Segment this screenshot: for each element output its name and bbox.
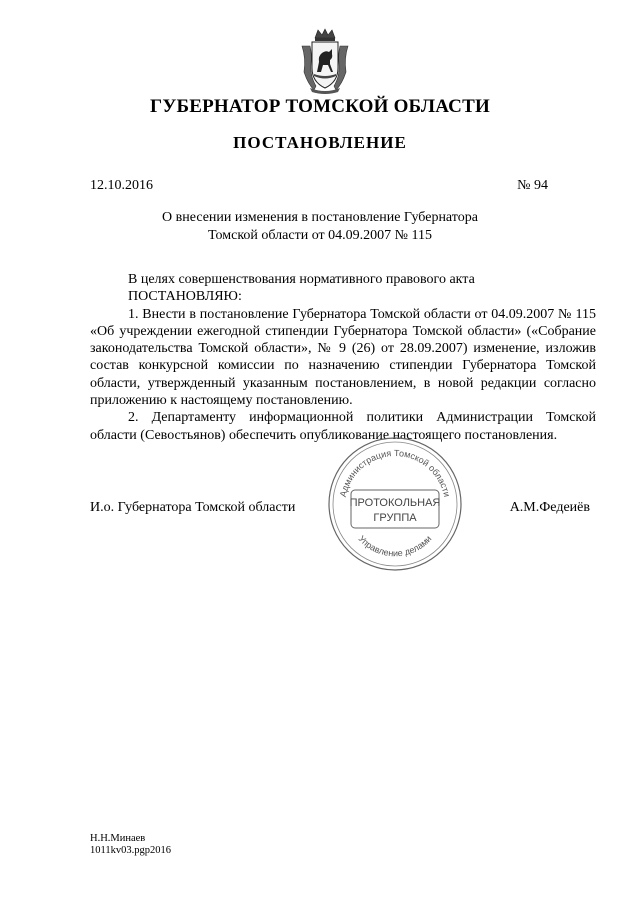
signatory-name: А.М.Федеиёв (509, 500, 590, 515)
issuer-title: ГУБЕРНАТОР ТОМСКОЙ ОБЛАСТИ (150, 96, 490, 117)
seal-center-line-2: ГРУППА (373, 512, 417, 524)
subject-line-2: Томской области от 04.09.2007 № 115 (208, 228, 432, 243)
document-footer (90, 833, 171, 857)
body-intro: В целях совершенствования нормативного правового акта (128, 272, 475, 287)
body-decree: ПОСТАНОВЛЯЮ: (128, 289, 242, 305)
seal-ring-top: Администрация Томской области (337, 447, 453, 498)
seal-center-line-1: ПРОТОКОЛЬНАЯ (349, 497, 441, 509)
body-item-1: 1. Внести в постановление Губернатора Томской области от 04.09.2007 № 115 «Об учреждении ежегодной стипендии Губернатора Томской области» («Собрание законодательства Томской области», № 9 (26) от 28.09.2007) изменение, изложив состав конкурсной комиссии по назначению стипендии Губернатора Томской области, утвержденный указанным постановлением, в новой редакции согласно приложению к настоящему постановлению. (90, 306, 596, 409)
document-body (90, 271, 596, 444)
document-date: 12.10.2016 (90, 178, 153, 193)
body-item-2: 2. Департаменту информационной политики Администрации Томской области (Севостьянов) обеспечить опубликование настоящего постановления. (90, 410, 596, 443)
document-number: № 94 (517, 178, 548, 193)
signatory-position: И.о. Губернатора Томской области (90, 500, 296, 515)
document-type: ПОСТАНОВЛЕНИЕ (233, 133, 407, 152)
footer-author: Н.Н.Минаев (90, 833, 146, 844)
subject-line-1: О внесении изменения в постановление Губернатора (162, 210, 478, 225)
official-seal (325, 434, 465, 574)
coat-of-arms-icon (300, 28, 350, 94)
seal-ring-bottom: Управление делами (356, 533, 434, 559)
document-subject (0, 209, 640, 245)
footer-file-reference: 1011kv03.pgp2016 (90, 845, 171, 856)
